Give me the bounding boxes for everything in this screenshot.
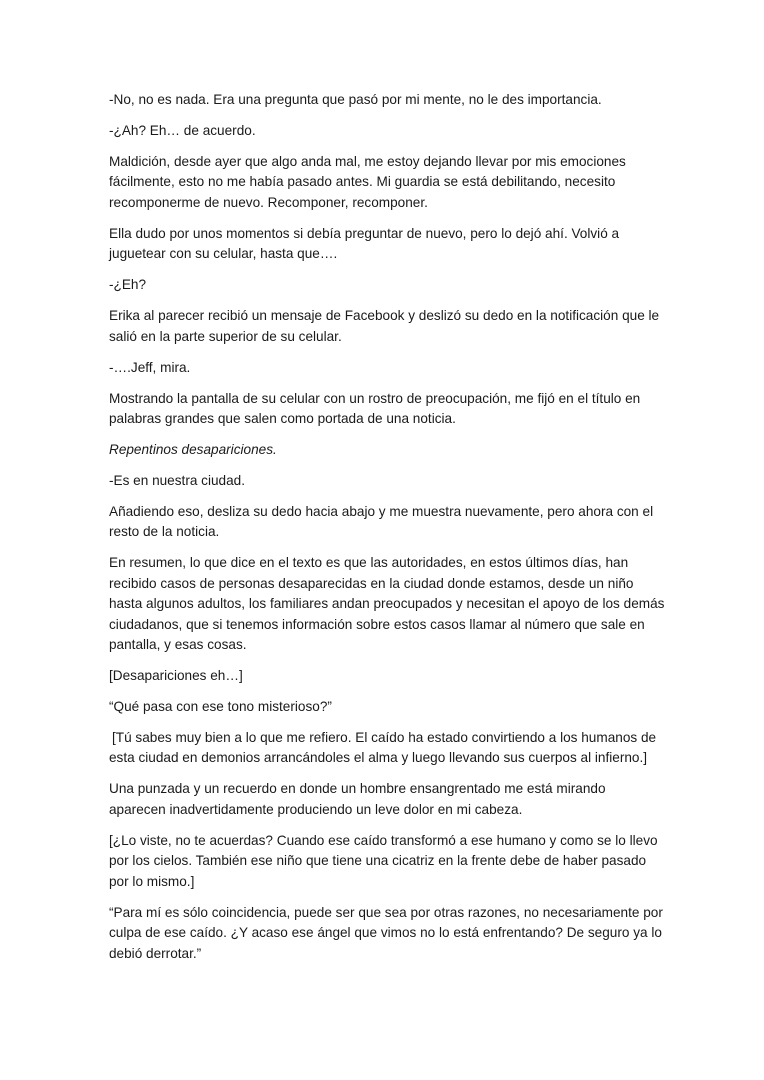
news-headline: Repentinos desapariciones.	[109, 442, 277, 458]
paragraph: Mostrando la pantalla de su celular con un rostro de preocupación, me fijó en el título en palabras grandes que salen como portada de una noticia.	[109, 390, 641, 427]
paragraph: -No, no es nada. Era una pregunta que pasó por mi mente, no le des importancia.	[109, 92, 602, 107]
document-body	[109, 90, 665, 975]
paragraph: -¿Ah? Eh… de acuerdo.	[109, 123, 256, 138]
paragraph: Una punzada y un recuerdo en donde un hombre ensangrentado me está mirando aparecen inadvertidamente produciendo un leve dolor en mi cabeza.	[109, 781, 606, 817]
paragraph: [Desapariciones eh…]	[109, 668, 243, 684]
paragraph: -¿Eh?	[109, 277, 147, 293]
paragraph: “Para mí es sólo coincidencia, puede ser que sea por otras razones, no necesariamente por culpa de ese caído. ¿Y acaso ese ángel que vimos no lo está enfrentando? De seguro ya lo debió derrotar.”	[109, 904, 663, 961]
paragraph: “Qué pasa con ese tono misterioso?”	[109, 699, 332, 715]
paragraph: -….Jeff, mira.	[109, 359, 191, 375]
paragraph: [¿Lo viste, no te acuerdas? Cuando ese caído transformó a ese humano y como se lo llevo por los cielos. También ese niño que tiene una cicatriz en la frente debe de haber pasado por lo mismo.]	[109, 832, 658, 889]
paragraph: Erika al parecer recibió un mensaje de Facebook y deslizó su dedo en la notificación que le salió en la parte superior de su celular.	[109, 308, 660, 344]
paragraph: -Es en nuestra ciudad.	[109, 473, 246, 489]
paragraph: En resumen, lo que dice en el texto es que las autoridades, en estos últimos días, han recibido casos de personas desaparecidas en la ciudad donde estamos, desde un niño hasta algunos adultos, los familiares andan preocupados y necesitan el apoyo de los demás ciudadanos, que si tenemos información sobre estos casos llamar al número que sale en pantalla, y esas cosas.	[109, 555, 665, 653]
paragraph: [Tú sabes muy bien a lo que me refiero. El caído ha estado convirtiendo a los humanos de esta ciudad en demonios arrancándoles el alma y luego llevando sus cuerpos al infierno.]	[109, 730, 657, 766]
paragraph: Ella dudo por unos momentos si debía preguntar de nuevo, pero lo dejó ahí. Volvió a juguetear con su celular, hasta que….	[109, 225, 620, 262]
paragraph: Añadiendo eso, desliza su dedo hacia abajo y me muestra nuevamente, pero ahora con el resto de la noticia.	[109, 504, 654, 540]
paragraph: Maldición, desde ayer que algo anda mal, me estoy dejando llevar por mis emociones fácilmente, esto no me había pasado antes. Mi guardia se está debilitando, necesito recomponerme de nuevo. Recomponer, recomponer.	[109, 154, 626, 210]
